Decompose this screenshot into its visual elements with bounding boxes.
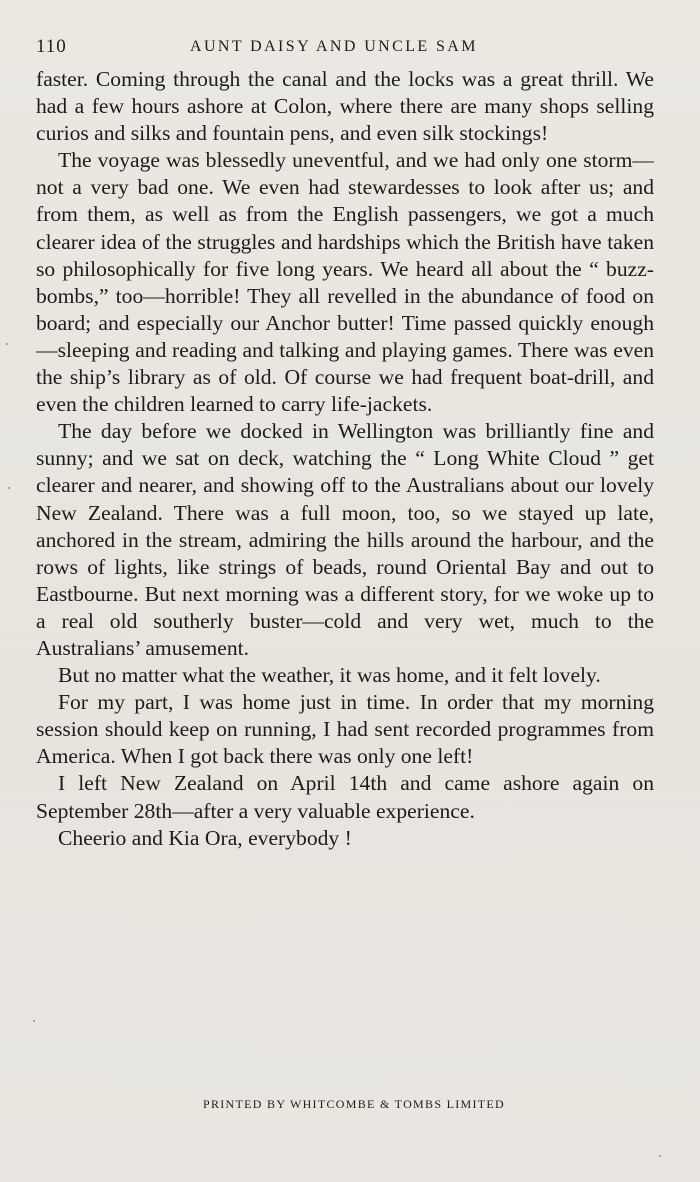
paragraph-4: But no matter what the weather, it was home, and it felt lovely. [58, 663, 601, 688]
running-head: AUNT DAISY AND UNCLE SAM [190, 38, 478, 55]
paragraph-3: The day before we docked in Wellington was brilliantly fine and sunny; and we sat on deck, watching the “ Long White Cloud ” get clearer and nearer, and showing off to the Australians about our lovely New Zealand. There was a full moon, too, so we stayed up late, anchored in the stream, admiring the hills around the harbour, and the rows of lights, like strings of beads, round Oriental Bay and out to Eastbourne. But next morning was a different story, for we woke up to a real old southerly buster—cold and very wet, much to the Australians’ amusement. [36, 419, 654, 660]
paragraph-1: faster. Coming through the canal and the locks was a great thrill. We had a few hours ashore at Colon, where there are many shops selling curios and silks and fountain pens, and even silk stockings! [36, 67, 654, 146]
page-number: 110 [36, 36, 67, 57]
page-header [36, 36, 656, 60]
body-text [36, 66, 654, 852]
paragraph-5: For my part, I was home just in time. In order that my morning session should keep on running, I had sent recorded programmes from America. When I got back there was only one left! [36, 690, 654, 769]
paragraph-6: I left New Zealand on April 14th and came ashore again on September 28th—after a very valuable experience. [36, 771, 654, 823]
paper-speck [33, 1020, 35, 1022]
paper-speck [6, 343, 8, 345]
paragraph-7: Cheerio and Kia Ora, everybody ! [58, 825, 352, 850]
printer-imprint: PRINTED BY WHITCOMBE & TOMBS LIMITED [202, 1097, 506, 1111]
paper-speck [8, 487, 10, 489]
paper-speck [659, 1155, 661, 1157]
paragraph-2: The voyage was blessedly uneventful, and we had only one storm—not a very bad one. We even had stewardesses to look after us; and from them, as well as from the English passengers, we got a much clearer idea of the struggles and hardships which the British have taken so philosophically for five long years. We heard all about the “ buzz-bombs,” too—horrible! They all revelled in the abundance of food on board; and especially our Anchor butter! Time passed quickly enough—sleeping and reading and talking and playing games. There was even the ship’s library as of old. Of course we had frequent boat-drill, and even the children learned to carry life-jackets. [36, 148, 654, 417]
